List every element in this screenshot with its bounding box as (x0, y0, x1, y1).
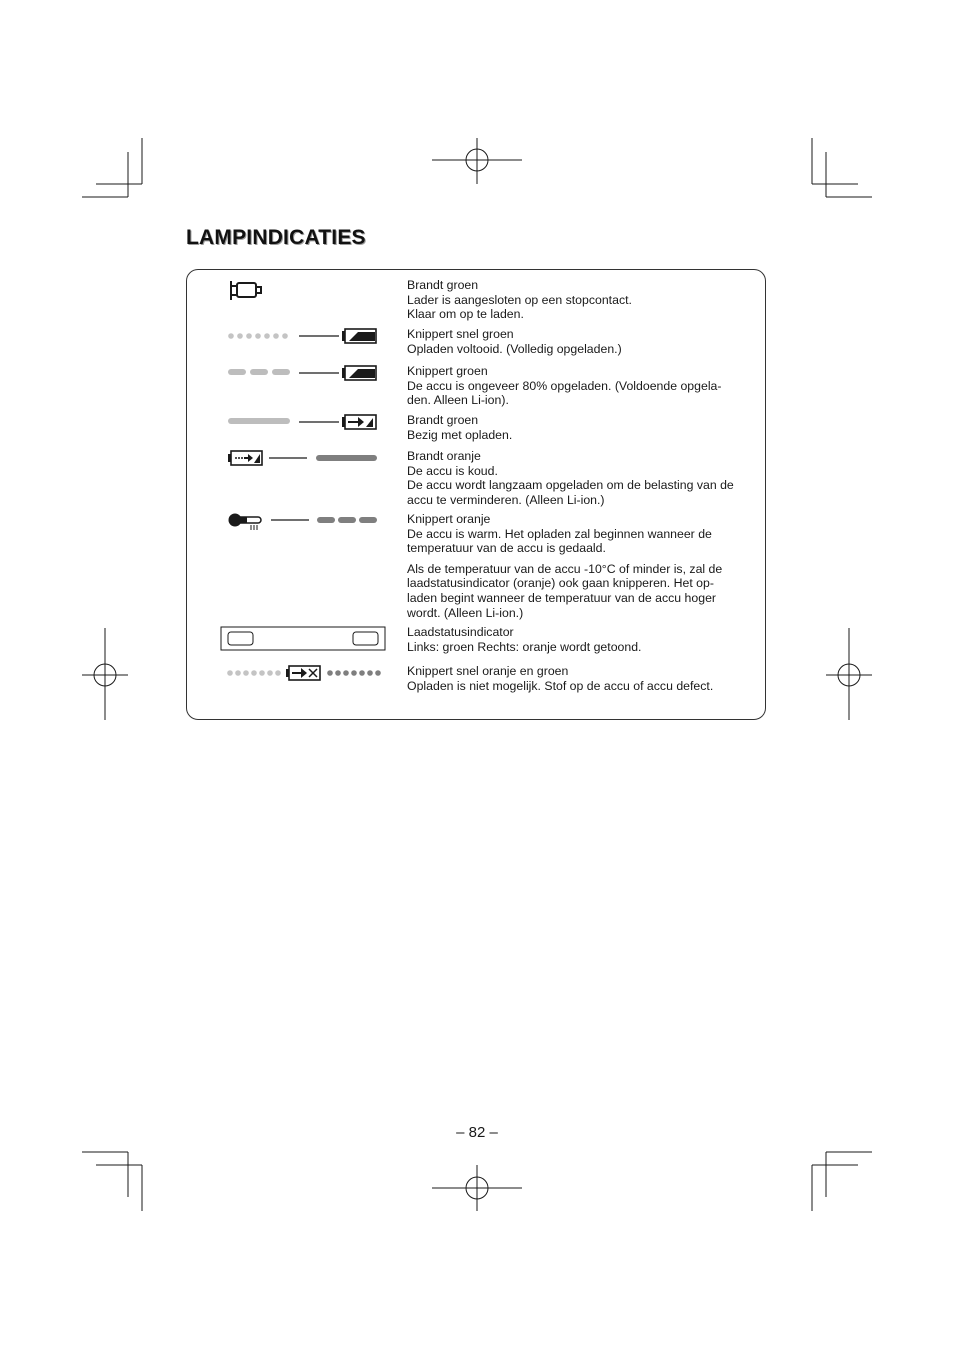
indicator-status-label: Knippert oranje (407, 512, 491, 526)
led-dots-left (227, 670, 281, 676)
indicator-status-label: Brandt groen (407, 278, 479, 292)
status-lamp-left (228, 632, 253, 645)
indicator-detail-line: Lader is aangesloten op een stopcontact. (407, 292, 632, 307)
battery-full-icon (342, 329, 376, 343)
blink-led-pattern (187, 364, 407, 404)
indicator-status-label: Knippert groen (407, 364, 488, 378)
indicator-description (407, 512, 752, 620)
indicator-description (407, 327, 752, 356)
indicator-detail-line: De accu wordt langzaam opgeladen om de belasting van de (407, 478, 734, 493)
page-number: – 82 – (456, 1124, 498, 1141)
led-steady-bar (228, 418, 290, 424)
indicator-detail-line: De accu is koud. (407, 463, 498, 478)
status-indicator-panel-icon (187, 625, 407, 665)
lamp-indications-table (186, 269, 766, 720)
indicator-detail-line: De accu is warm. Het opladen zal beginnen wanneer de (407, 526, 712, 541)
plug-charger-icon (187, 278, 407, 318)
led-dots-right (327, 670, 381, 676)
battery-charging-icon (342, 415, 376, 429)
indicator-detail-line: accu te verminderen. (Alleen Li-ion.) (407, 492, 605, 507)
battery-full-icon (342, 366, 376, 380)
thermometer-icon (229, 514, 262, 531)
battery-cold-icon (228, 451, 262, 465)
indicator-note-line: laadstatusindicator (oranje) ook gaan knipperen. Het op- (407, 576, 714, 591)
indicator-detail-line: Opladen is niet mogelijk. Stof op de accu of accu defect. (407, 678, 714, 693)
indicator-detail-line: temperatuur van de accu is gedaald. (407, 541, 606, 556)
indicator-description (407, 625, 752, 654)
indicator-description (407, 449, 752, 507)
indicator-status-label: Laadstatusindicator (407, 625, 514, 639)
indicator-description (407, 278, 752, 322)
indicator-status-label: Brandt oranje (407, 449, 481, 463)
indicator-description (407, 664, 752, 693)
indicator-note-line: laden begint wanneer de temperatuur van de accu hoger (407, 590, 717, 605)
led-dots (228, 333, 288, 339)
led-steady-bar-orange (316, 455, 377, 461)
indicator-description (407, 413, 752, 442)
led-dashes (228, 369, 290, 375)
indicator-detail-line: Bezig met opladen. (407, 427, 513, 442)
led-dashes-orange (317, 517, 377, 523)
indicator-description (407, 364, 752, 408)
indicator-detail-line: De accu is ongeveer 80% opgeladen. (Voldoende opgela- (407, 378, 722, 393)
indicator-note-line: Als de temperatuur van de accu -10°C of minder is, zal de (407, 561, 723, 576)
indicator-status-label: Brandt groen (407, 413, 479, 427)
cold-led-pattern (187, 449, 407, 489)
indicator-detail-line: Opladen voltooid. (Volledig opgeladen.) (407, 341, 622, 356)
indicator-detail-line: den. Alleen Li-ion). (407, 393, 509, 408)
steady-led-pattern (187, 413, 407, 453)
page-title: LAMPINDICATIES (186, 226, 366, 249)
battery-error-icon (286, 666, 320, 680)
indicator-status-label: Knippert snel groen (407, 327, 514, 341)
fast-blink-led-pattern (187, 327, 407, 367)
warm-led-pattern (187, 512, 407, 552)
status-lamp-right (353, 632, 378, 645)
indicator-note-line: wordt. (Alleen Li-ion.) (407, 605, 524, 620)
indicator-detail-line: Klaar om op te laden. (407, 307, 524, 322)
error-led-pattern (187, 664, 407, 704)
indicator-status-label: Knippert snel oranje en groen (407, 664, 569, 678)
indicator-detail-line: Links: groen Rechts: oranje wordt getoond. (407, 639, 642, 654)
